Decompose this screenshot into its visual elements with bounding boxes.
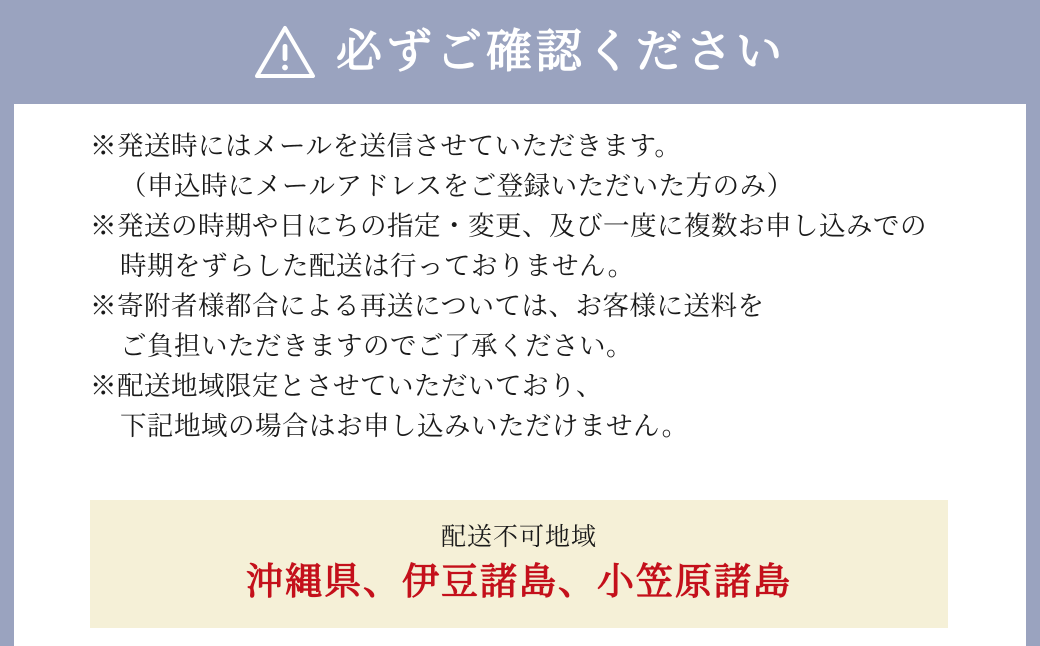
note-line: 時期をずらした配送は行っておりません。: [120, 251, 635, 281]
body-area: [14, 104, 1026, 646]
note-line: 下記地域の場合はお申し込みいただけません。: [120, 411, 689, 441]
note-line: ご負担いただきますのでご了承ください。: [120, 331, 633, 361]
note-line: ※発送の時期や日にちの指定・変更、及び一度に複数お申し込みでの: [90, 211, 927, 241]
header-banner: [0, 0, 1040, 104]
note-line: ※配送地域限定とさせていただいており、: [90, 371, 603, 401]
warning-triangle-icon: [254, 24, 316, 80]
note-line: （申込時にメールアドレスをご登録いただいた方のみ）: [120, 171, 794, 201]
undeliverable-area-box: [90, 500, 948, 628]
undeliverable-area-regions: 沖縄県、伊豆諸島、小笠原諸島: [246, 561, 792, 603]
undeliverable-area-title: 配送不可地域: [440, 523, 597, 551]
note-line: ※発送時にはメールを送信させていただきます。: [90, 131, 682, 161]
page-title: 必ずご確認ください: [336, 26, 786, 77]
notes-list: [14, 126, 1026, 446]
note-line: ※寄附者様都合による再送については、お客様に送料を: [90, 291, 765, 321]
header-content: [254, 24, 786, 80]
